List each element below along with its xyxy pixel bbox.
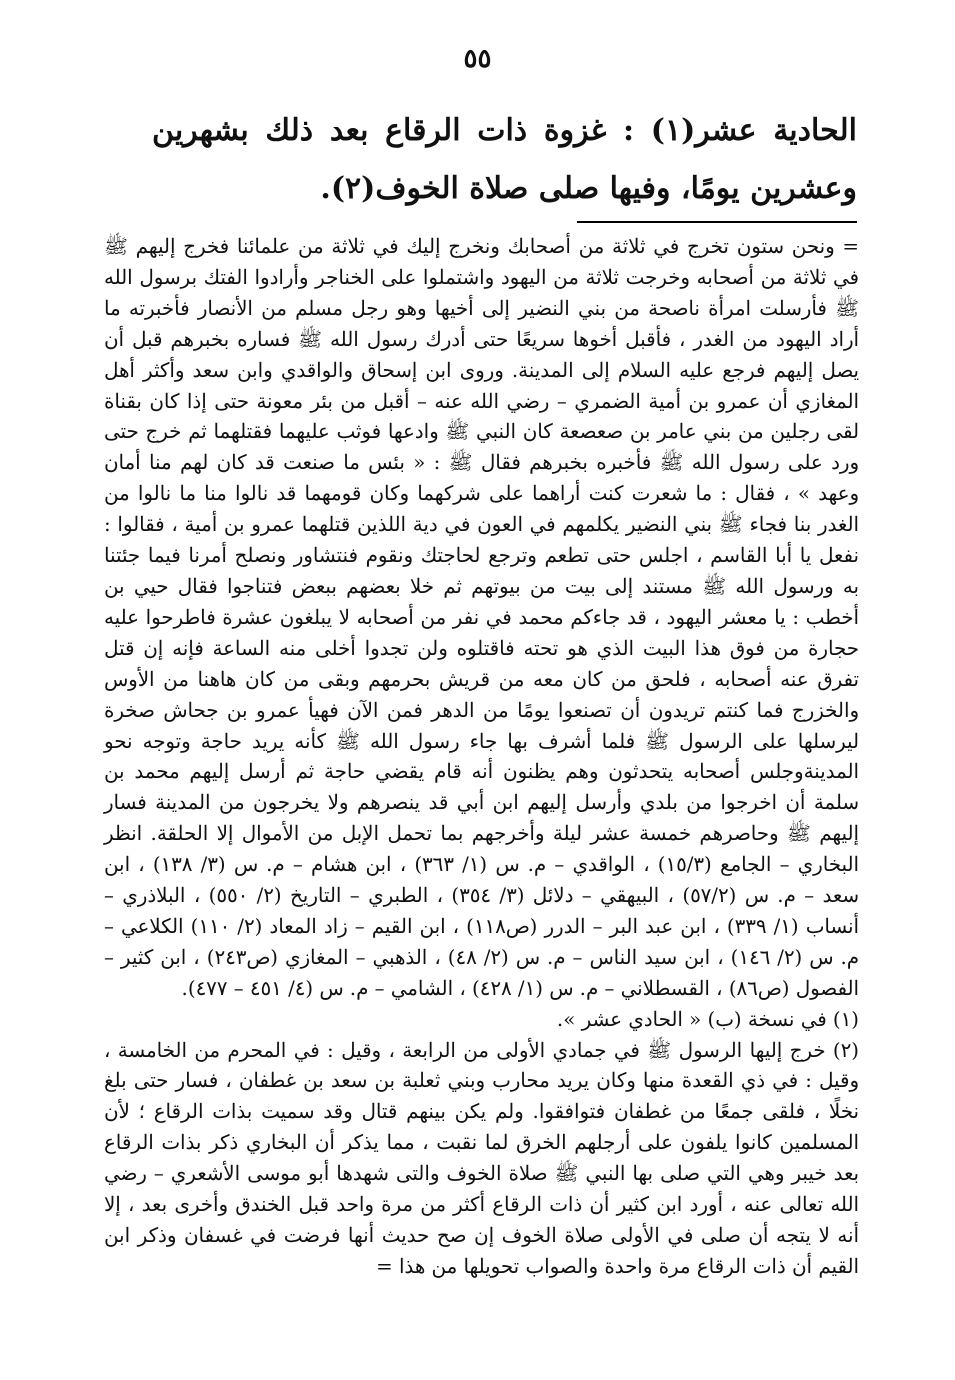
- page-number: ٥٥: [463, 44, 492, 74]
- footnotes: [104, 232, 859, 1283]
- footnote-divider: [577, 221, 857, 223]
- footnote-continuation: = ونحن ستون تخرج في ثلاثة من أصحابك ونخرج إليك في ثلاثة من علمائنا فخرج إليهم ﷺ في ثلاثة من أصحابه وخرجت ثلاثة من اليهود واشتملوا على الخناجر وأرادوا الفتك برسول الله ﷺ فأرسلت امرأة ناصحة من بني النضير إلى أخيها وهو رجل مسلم من الأنصار فأخبرته ما أراد اليهود من الغدر ، فأقبل أخوها سريعًا حتى أدرك رسول الله ﷺ فساره بخبرهم قبل أن يصل إليهم فرجع عليه السلام إلى المدينة. وروى ابن إسحاق والواقدي وابن سعد وأكثر أهل المغازي أن عمرو بن أمية الضمري – رضي الله عنه – أقبل من بئر معونة حتى إذا كان بقناة لقى رجلين من بني عامر بن صعصعة كان النبي ﷺ وادعها فوثب عليهما فقتلهما ثم خرج حتى ورد على رسول الله ﷺ فأخبره بخبرهم فقال ﷺ : « بئس ما صنعت قد كان لهم منا أمان وعهد » ، فقال : ما شعرت كنت أراهما على شركهما وكان قومهما قد نالوا منا ما نالوا من الغدر بنا فجاء ﷺ بني النضير يكلمهم في العون في دية اللذين قتلهما عمرو بن أمية ، فقالوا : نفعل يا أبا القاسم ، اجلس حتى تطعم وترجع لحاجتك ونقوم فنتشاور ونصلح أمرنا فيما جئتنا به ورسول الله ﷺ مستند إلى بيت من بيوتهم ثم خلا بعضهم ببعض فتناجوا فقال حيي بن أخطب : يا معشر اليهود ، قد جاءكم محمد في نفر من أصحابه لا يبلغون عشرة فاطرحوا عليه حجارة من فوق هذا البيت الذي هو تحته فاقتلوه ولن تجدوا أخلى منه الساعة فإنه إن قتل تفرق عنه أصحابه ، فلحق من كان معه من قريش بحرمهم وبقى من كان هاهنا من الأوس والخزرج فما كنتم تريدون أن تصنعوا يومًا من الدهر فمن الآن فهيأ عمرو بن جحاش صخرة ليرسلها على الرسول ﷺ فلما أشرف بها جاء رسول الله ﷺ كأنه يريد حاجة وتوجه نحو المدينةوجلس أصحابه يتحدثون وهم يظنون أنه قام يقضي حاجة ثم أرسل إليهم محمد بن سلمة أن اخرجوا من بلدي وأرسل إليهم ابن أبي قد ينصرهم ولا يخرجون من المدينة فسار إليهم ﷺ وحاصرهم خمسة عشر ليلة وأخرجهم بما تحمل الإبل من الأموال إلا الحلقة. انظر البخاري – الجامع (١٥/٣) ، الواقدي – م. س (١/ ٣٦٣) ، ابن هشام – م. س (٣/ ١٣٨) ، ابن سعد – م. س (٥٧/٢) ، البيهقي – دلائل (٣/ ٣٥٤) ، الطبري – التاريخ (٢/ ٥٥٠) ، البلاذري – أنساب (١/ ٣٣٩) ، ابن عبد البر – الدرر (ص١١٨) ، ابن القيم – زاد المعاد (٢/ ١١٠) الكلاعي – م. س (٢/ ١٤٦) ، ابن سيد الناس – م. س (٢/ ٤٨) ، الذهبي – المغازي (ص٢٤٣) ، ابن كثير – الفصول (ص٨٦) ، القسطلاني – م. س (١/ ٤٢٨) ، الشامي – م. س (٤/ ٤٥١ – ٤٧٧).: [104, 235, 860, 1000]
- main-paragraph: الحادية عشر(١) : غزوة ذات الرقاع بعد ذلك بشهرين وعشرين يومًا، وفيها صلى صلاة الخوف(٢).: [152, 113, 857, 206]
- footnote-1: (١) في نسخة (ب) « الحادي عشر ».: [556, 1007, 859, 1031]
- main-text: [152, 102, 857, 218]
- footnote-2: (٢) خرج إليها الرسول ﷺ في جمادي الأولى من الرابعة ، وقيل : في المحرم من الخامسة ، وقيل : في ذي القعدة منها وكان يريد محارب وبني ثعلبة بن سعد بن غطفان ، فسار حتى بلغ نخلًا ، فلقى جمعًا من غطفان فتوافقوا. ولم يكن بينهم قتال وقد سميت بذات الرقاع ؛ لأن المسلمين كانوا يلفون على أرجلهم الخرق لما نقبت ، مما يذكر أن البخاري ذكر بذات الرقاع بعد خيبر وهي التي صلى بها النبي ﷺ صلاة الخوف والتى شهدها أبو موسى الأشعري – رضي الله تعالى عنه ، أورد ابن كثير أن ذات الرقاع أكثر من مرة واحد قبل الخندق وأخرى بعد ، إلا أنه لا يتجه أن صلى في الأولى صلاة الخوف إن صح حديث أنها فرضت في غسفان وذكر ابن القيم أن ذات الرقاع مرة واحدة والصواب تحويلها من هذا =: [104, 1038, 859, 1278]
